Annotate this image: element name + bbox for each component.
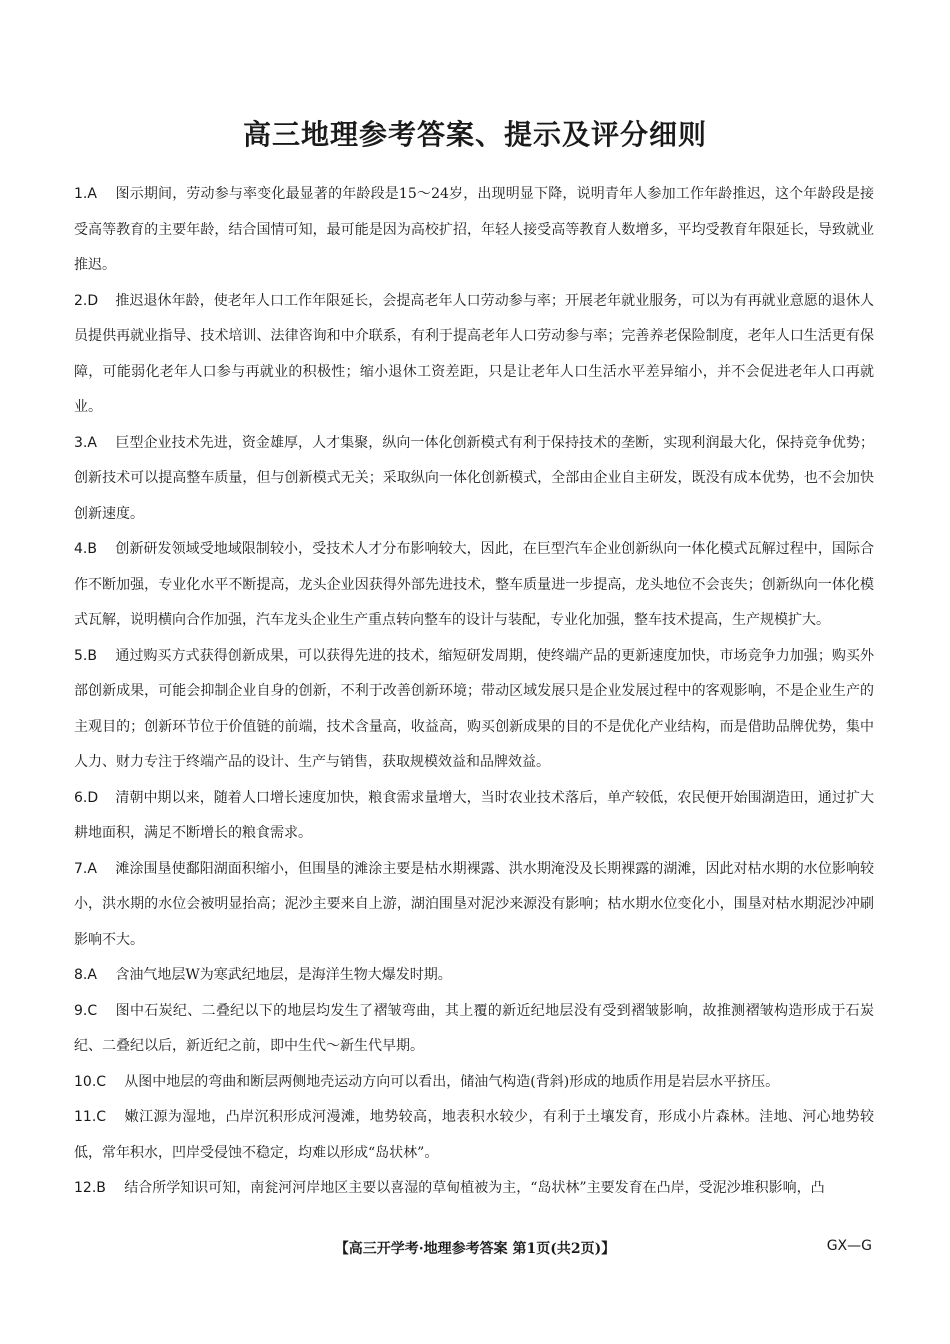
question-number: 6. bbox=[74, 789, 88, 806]
answer-choice: B bbox=[87, 647, 97, 664]
question-number: 3. bbox=[74, 434, 88, 451]
answer-choice: C bbox=[96, 1109, 107, 1125]
answer-item bbox=[74, 1171, 874, 1207]
answer-choice: B bbox=[87, 541, 97, 557]
question-number: 9. bbox=[74, 1002, 88, 1019]
answer-explanation: 滩涂围垦使鄱阳湖面积缩小，但围垦的滩涂主要是枯水期裸露、洪水期淹没及长期裸露的湖滩，因此对枯水期的水位影响较小，洪水期的水位会被明显抬高；泥沙主要来自上游，湖泊围垦对泥沙来源没有影响；枯水期水位变化小，围垦对枯水期泥沙冲刷影响不大。 bbox=[74, 860, 874, 948]
answer-item bbox=[74, 177, 874, 284]
question-number: 4. bbox=[74, 541, 88, 557]
question-number: 11. bbox=[74, 1109, 97, 1125]
answer-choice: A bbox=[87, 967, 97, 983]
answer-item bbox=[74, 852, 874, 959]
answer-item bbox=[74, 1100, 874, 1171]
answer-item bbox=[74, 994, 874, 1065]
answer-explanation: 巨型企业技术先进，资金雄厚，人才集聚，纵向一体化创新模式有利于保持技术的垄断，实现利润最大化，保持竞争优势；创新技术可以提高整车质量，但与创新模式无关；采取纵向一体化创新模式，全部由企业自主研发，既没有成本优势，也不会加快创新速度。 bbox=[74, 434, 874, 522]
question-number: 10. bbox=[74, 1073, 97, 1090]
answer-choice: B bbox=[96, 1180, 106, 1196]
answer-item bbox=[74, 532, 874, 639]
answer-explanation: 嫩江源为湿地，凸岸沉积形成河漫滩，地势较高，地表积水较少，有利于土壤发育，形成小片森林。洼地、河心地势较低，常年积水，凹岸受侵蚀不稳定，均难以形成“岛状林”。 bbox=[74, 1109, 874, 1161]
answer-explanation: 通过购买方式获得创新成果，可以获得先进的技术，缩短研发周期，使终端产品的更新速度加快，市场竞争力加强；购买外部创新成果，可能会抑制企业自身的创新，不利于改善创新环境；带动区域发展只是企业发展过程中的客观影响，不是企业生产的主观目的；创新环节位于价值链的前端，技术含量高，收益高，购买创新成果的目的不是优化产业结构，而是借助品牌优势，集中人力、财力专注于终端产品的设计、生产与销售，获取规模效益和品牌效益。 bbox=[74, 647, 874, 770]
answer-choice: C bbox=[87, 1002, 98, 1019]
question-number: 8. bbox=[74, 967, 88, 983]
answer-choice: A bbox=[87, 860, 97, 877]
answer-choice: A bbox=[87, 434, 97, 451]
answer-explanation: 结合所学知识可知，南瓮河河岸地区主要以喜湿的草甸植被为主，“岛状林”主要发育在凸岸，受泥沙堆积影响，凸 bbox=[124, 1180, 825, 1196]
question-number: 1. bbox=[74, 186, 88, 202]
answer-choice: D bbox=[87, 292, 99, 309]
answer-explanation: 创新研发领域受地域限制较小，受技术人才分布影响较大，因此，在巨型汽车企业创新纵向一体化模式瓦解过程中，国际合作不断加强，专业化水平不断提高，龙头企业因获得外部先进技术，整车质量进一步提高，龙头地位不会丧失；创新纵向一体化模式瓦解，说明横向合作加强，汽车龙头企业生产重点转向整车的设计与装配，专业化加强，整车技术提高，生产规模扩大。 bbox=[74, 541, 874, 628]
question-number: 7. bbox=[74, 860, 88, 877]
answer-explanation: 清朝中期以来，随着人口增长速度加快，粮食需求量增大，当时农业技术落后，单产较低，农民便开始围湖造田，通过扩大耕地面积，满足不断增长的粮食需求。 bbox=[74, 789, 874, 841]
answer-explanation: 含油气地层W为寒武纪地层，是海洋生物大爆发时期。 bbox=[115, 967, 452, 983]
answer-choice: D bbox=[87, 789, 99, 806]
footer-code: GX—G bbox=[826, 1238, 872, 1254]
page-title: 高三地理参考答案、提示及评分细则 bbox=[242, 118, 707, 151]
answer-item bbox=[74, 1065, 874, 1101]
answer-item bbox=[74, 958, 874, 994]
answer-choice: A bbox=[87, 186, 97, 202]
question-number: 2. bbox=[74, 292, 88, 309]
footer-page-info: 【高三开学考·地理参考答案 第1页(共2页)】 bbox=[334, 1241, 616, 1257]
answer-item bbox=[74, 781, 874, 852]
answer-choice: C bbox=[96, 1073, 107, 1090]
answer-item bbox=[74, 639, 874, 781]
answer-explanation: 图中石炭纪、二叠纪以下的地层均发生了褶皱弯曲，其上覆的新近纪地层没有受到褶皱影响，故推测褶皱构造形成于石炭纪、二叠纪以后，新近纪之前，即中生代～新生代早期。 bbox=[74, 1002, 874, 1054]
answer-explanation: 从图中地层的弯曲和断层两侧地壳运动方向可以看出，储油气构造(背斜)形成的地质作用是岩层水平挤压。 bbox=[124, 1073, 780, 1090]
answer-item bbox=[74, 426, 874, 533]
page-footer bbox=[0, 1238, 950, 1262]
question-number: 5. bbox=[74, 647, 88, 664]
question-number: 12. bbox=[74, 1180, 97, 1196]
answer-list bbox=[74, 177, 874, 1207]
answer-item bbox=[74, 284, 874, 426]
answer-explanation: 推迟退休年龄，使老年人口工作年限延长，会提高老年人口劳动参与率；开展老年就业服务，可以为有再就业意愿的退休人员提供再就业指导、技术培训、法律咨询和中介联系，有利于提高老年人口劳动参与率；完善养老保险制度，老年人口生活更有保障，可能弱化老年人口参与再就业的积极性；缩小退休工资差距，只是让老年人口生活水平差异缩小，并不会促进老年人口再就业。 bbox=[74, 292, 874, 415]
answer-explanation: 图示期间，劳动参与率变化最显著的年龄段是15～24岁，出现明显下降，说明青年人参加工作年龄推迟，这个年龄段是接受高等教育的主要年龄，结合国情可知，最可能是因为高校扩招，年轻人接受高等教育人数增多，平均受教育年限延长，导致就业推迟。 bbox=[74, 186, 874, 273]
